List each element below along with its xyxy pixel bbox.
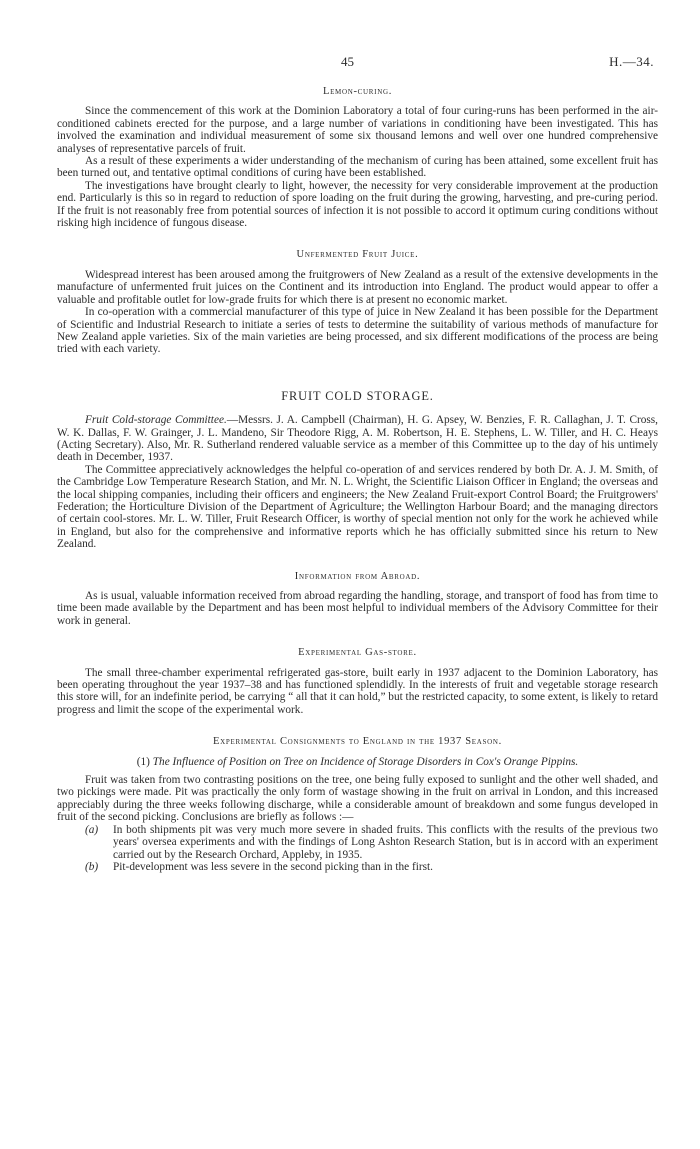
gas-store-heading: Experimental Gas-store. bbox=[298, 647, 417, 659]
fruit-cold-storage-section bbox=[57, 390, 658, 551]
information-abroad-section bbox=[57, 571, 658, 628]
list-item-label: (a) bbox=[85, 823, 99, 836]
list-item-text: Pit-development was less severe in the second picking than in the first. bbox=[113, 860, 434, 873]
list-item-label: (b) bbox=[85, 860, 99, 873]
consignments-heading: Experimental Consignments to England in the 1937 Season. bbox=[213, 736, 502, 748]
consignments-section bbox=[57, 736, 658, 873]
paragraph: In co-operation with a commercial manufacturer of this type of juice in New Zealand it has been possible for the Department of Scientific and Industrial Research to initiate a series of tests to determine the suitability of various methods of manufacture for New Zealand apple varieties. Six of the main varieties are being processed, and six different modifications of the process are being tried with each variety. bbox=[57, 306, 658, 356]
committee-text: —Messrs. J. A. Campbell (Chairman), H. G. Apsey, W. Benzies, F. R. Callaghan, J. T. Cross, W. K. Dallas, F. W. Grainger, J. L. Mandeno, Sir Theodore Rigg, A. M. Robertson, H. E. Stephens, L. W. Tiller, and H. C. Heays (Acting Secretary). Also, Mr. R. Sutherland rendered valuable service as a member of this Committee up to the day of his untimely death in December, 1937. bbox=[57, 414, 659, 464]
paragraph: The Committee appreciatively acknowledges the helpful co-operation of and services rendered by both Dr. A. J. M. Smith, of the Cambridge Low Temperature Research Station, and Mr. N. L. Wright, the Scientific Liaison Officer in England; the overseas and the local shipping companies, including their officers and engineers; the New Zealand Fruit-export Control Board; the Fruitgrowers' Federation; the Horticulture Division of the Department of Agriculture; the Wellington Harbour Board; and the managing directors of certain cool-stores. Mr. L. W. Tiller, Fruit Research Officer, is worthy of special mention not only for the work he achieved while in England, but also for the comprehensive and informative reports which he has officially submitted since his return to New Zealand. bbox=[57, 463, 658, 551]
lemon-curing-heading: Lemon-curing. bbox=[322, 86, 393, 97]
document-reference: H.—34. bbox=[609, 54, 654, 69]
paragraph: As a result of these experiments a wider understanding of the mechanism of curing has been attained, some excellent fruit has been turned out, and tentative optimal conditions of curing have been established. bbox=[57, 155, 658, 180]
unfermented-juice-heading: Unfermented Fruit Juice. bbox=[296, 249, 419, 261]
paragraph: As is usual, valuable information received from abroad regarding the handling, storage, and transport of food has from time to time been made available by the Department and has been most helpful to individual members of the Advisory Committee for their work in general. bbox=[57, 590, 658, 627]
committee-paragraph bbox=[57, 414, 658, 464]
paragraph: The investigations have brought clearly to light, however, the necessity for very considerable improvement at the production end. Particularly is this so in regard to reduction of spore loading on the fruit during the growing, harvesting, and pre-curing period. If the fruit is not reasonably free from potential sources of infection it is not possible to accord it optimum curing conditions without risking high incidence of fungous disease. bbox=[57, 179, 658, 230]
paragraph: Since the commencement of this work at the Dominion Laboratory a total of four curing-runs has been performed in the air-conditioned cabinets erected for the purpose, and a large number of variations in conditioning have been investigated. This has involved the examination and individual measurement of some six thousand lemons and well over one hundred comprehensive analyses of representative parcels of fruit. bbox=[57, 105, 658, 155]
list-item bbox=[57, 824, 658, 861]
list-item bbox=[57, 861, 658, 873]
fruit-cold-storage-heading: FRUIT COLD STORAGE. bbox=[281, 388, 434, 403]
information-abroad-heading: Information from Abroad. bbox=[294, 570, 421, 582]
conclusions-list bbox=[57, 824, 658, 874]
gas-store-section bbox=[57, 647, 658, 716]
committee-label: Fruit Cold-storage Committee. bbox=[85, 414, 227, 427]
subheading-text: The Influence of Position on Tree on Incidence of Storage Disorders in Cox's Orange Pippins. bbox=[152, 755, 579, 768]
unfermented-juice-section bbox=[57, 249, 658, 355]
list-item-text: In both shipments pit was very much more severe in shaded fruits. This conflicts with the results of the previous two years' oversea experiments and with the findings of Long Ashton Research Station, but is in accord with an experiment carried out by the Research Orchard, Appleby, in 1935. bbox=[113, 823, 658, 861]
paragraph: The small three-chamber experimental refrigerated gas-store, built early in 1937 adjacent to the Dominion Laboratory, has been operating throughout the year 1937–38 and has functioned splendidly. In the interests of fruit and vegetable storage research this store will, for an indefinite period, be carrying “ all that it can hold,” but the restricted capacity, to some extent, is likely to retard progress and limit the scope of the experimental work. bbox=[57, 666, 658, 716]
subheading-number: (1) bbox=[136, 755, 150, 768]
paragraph: Fruit was taken from two contrasting positions on the tree, one being fully exposed to sunlight and the other well shaded, and two pickings were made. Pit was practically the only form of wastage showing in the fruit on arrival in London, and this increased appreciably during the three weeks following discharge, while a considerable amount of breakdown and some fungus developed in fruit of the second picking. Conclusions are briefly as follows :— bbox=[57, 774, 658, 824]
page-number: 45 bbox=[341, 54, 354, 69]
consignments-subheading bbox=[71, 756, 644, 768]
lemon-curing-section bbox=[57, 86, 658, 229]
paragraph: Widespread interest has been aroused among the fruitgrowers of New Zealand as a result of the extensive developments in the manufacture of unfermented fruit juices on the Continent and its introduction into England. The product would appear to offer a valuable and profitable outlet for low-grade fruits for which there is at present no economic market. bbox=[57, 268, 658, 306]
